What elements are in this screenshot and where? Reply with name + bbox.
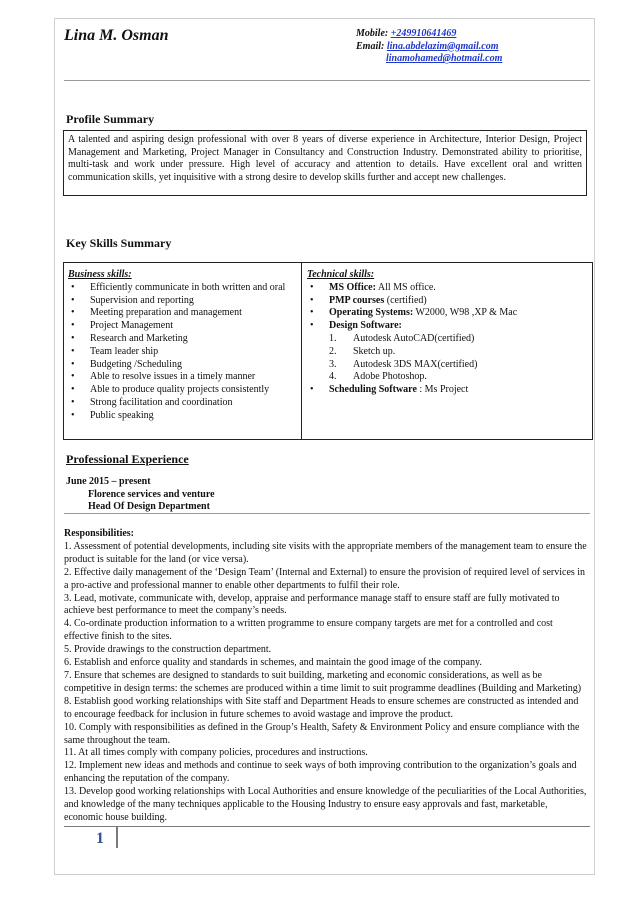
email-link-1[interactable]: lina.abdelazim@gmail.com: [386, 40, 499, 52]
skills-table: [63, 262, 593, 440]
job-date: June 2015 – present: [66, 476, 151, 487]
profile-title: Profile Summary: [66, 112, 155, 126]
profile-summary-box: A talented and aspiring design professional with over 8 years of diverse experience in Architecture, Interior Design, Project Management and Marketing, Project Manager in Consultancy and Construction Industry. Demonstrated ability to prioritise, multi-task and work under pressure. High level of accuracy and attention to details. Have excellent oral and written communication skills, yet inquisitive with a strong desire to develop skills further and accept new challenges.: [63, 130, 587, 196]
responsibility-item: 8. Establish good working relationships with Site staff and Department Heads to ensure schemes are constructed as intended and to encourage feedback for inclusion in future schemes to avoid wastage and improve the product.: [64, 695, 579, 720]
skill-value: (certified): [384, 294, 427, 306]
responsibility-item: 1. Assessment of potential developments, including site visits with the appropriate members of the management team to ensure the product is suitable for the land (or vice versa).: [64, 540, 587, 565]
mobile-label: Mobile:: [356, 28, 389, 39]
list-item: • Efficiently communicate in both written and oral: [68, 282, 297, 295]
item-text: Autodesk 3DS MAX(certified): [353, 358, 478, 370]
responsibility-item: 7. Ensure that schemes are designed to standards to suit building, marketing and economic considerations, as well as be competitive in design terms: the schemes are produced within a time limit to suit programme deadlines (Building and Marketing): [64, 669, 582, 694]
page-number: 1: [96, 830, 104, 847]
business-skills-column: [64, 263, 302, 439]
list-item: [329, 359, 588, 372]
item-text: Autodesk AutoCAD(certified): [353, 332, 475, 344]
list-item: [307, 307, 588, 320]
list-item: • Meeting preparation and management: [68, 307, 297, 320]
job-role: Head Of Design Department: [88, 501, 210, 512]
list-item: [307, 295, 588, 308]
responsibility-item: 3. Lead, motivate, communicate with, develop, appraise and performance manage staff to ensure staff are fully motivated to achieve best performance to meet the company’s needs.: [64, 592, 560, 617]
item-text: Adobe Photoshop.: [353, 371, 427, 383]
list-item: • Budgeting /Scheduling: [68, 359, 297, 372]
design-software-list: [307, 333, 588, 384]
job-divider: [64, 513, 590, 514]
list-item: [329, 346, 588, 359]
list-item: [307, 320, 588, 333]
job-company: Florence services and venture: [88, 488, 215, 500]
mobile-link[interactable]: +249910641469: [390, 28, 457, 39]
responsibility-item: 10. Comply with responsibilities as defined in the Group’s Health, Safety & Environment Policy and ensure compliance with the same throughout the team.: [64, 721, 580, 746]
footer-divider: [64, 826, 590, 827]
list-item: [329, 333, 588, 346]
skill-value: W2000, W98 ,XP & Mac: [413, 307, 518, 319]
skill-label: Operating Systems:: [329, 307, 414, 319]
page-number-bar: [116, 826, 118, 848]
candidate-name: Lina M. Osman: [64, 27, 169, 44]
skill-value: : Ms Project: [416, 384, 469, 396]
contact-block: [356, 28, 502, 66]
email-link-2[interactable]: linamohamed@hotmail.com: [386, 53, 503, 64]
list-item: • Able to produce quality projects consistently: [68, 384, 297, 397]
list-item: • Supervision and reporting: [68, 295, 297, 308]
item-number: 4.: [329, 371, 337, 383]
responsibilities-title: Responsibilities:: [64, 528, 135, 539]
list-item: [307, 282, 588, 295]
list-item: • Strong facilitation and coordination: [68, 397, 297, 410]
skill-label: Design Software:: [329, 320, 402, 332]
skill-label: MS Office:: [329, 281, 376, 293]
responsibility-item: 6. Establish and enforce quality and standards in schemes, and maintain the good image of the company.: [64, 657, 482, 669]
responsibility-item: 12. Implement new ideas and methods and continue to seek ways of both improving contribution to the organization’s goals and enhancing the reputation of the company.: [64, 760, 577, 785]
list-item: [307, 384, 588, 397]
list-item: • Team leader ship: [68, 346, 297, 359]
responsibility-item: 11. At all times comply with company policies, procedures and instructions.: [64, 747, 368, 759]
job-header: [66, 476, 215, 514]
responsibilities-block: [64, 528, 588, 825]
item-number: 2.: [329, 345, 337, 357]
list-item: [329, 371, 588, 384]
item-text: Sketch up.: [353, 345, 396, 357]
skill-label: Scheduling Software: [329, 384, 417, 396]
list-item: • Public speaking: [68, 410, 297, 423]
technical-skills-column: [302, 263, 592, 439]
technical-skills-list: [307, 282, 588, 333]
skills-title: Key Skills Summary: [66, 236, 172, 250]
skill-label: PMP courses: [329, 294, 385, 306]
experience-title: Professional Experience: [66, 452, 189, 466]
responsibility-item: 5. Provide drawings to the construction department.: [64, 644, 272, 656]
item-number: 3.: [329, 358, 337, 370]
list-item: • Able to resolve issues in a timely manner: [68, 371, 297, 384]
business-skills-list: [68, 282, 297, 423]
list-item: • Project Management: [68, 320, 297, 333]
technical-skills-list-cont: [307, 384, 588, 397]
skill-value: All MS office.: [375, 281, 436, 293]
responsibility-item: 4. Co-ordinate production information to a written programme to ensure company targets are met for a controlled and cost effective finish to the sites.: [64, 618, 553, 643]
technical-skills-title: Technical skills:: [307, 269, 375, 280]
item-number: 1.: [329, 332, 337, 344]
business-skills-title: Business skills:: [68, 269, 132, 280]
list-item: • Research and Marketing: [68, 333, 297, 346]
responsibility-item: 13. Develop good working relationships with Local Authorities and ensure knowledge of the peculiarities of the Local Authorities, and knowledge of the many techniques applicable to the Housing Industry to ensure easy approvals and fast, marketable, economic house building.: [64, 786, 587, 823]
responsibility-item: 2. Effective daily management of the ‘Design Team’ (Internal and External) to ensure the provision of required level of services in a pro-active and professional manner to enable other departments to fulfil their role.: [64, 566, 586, 591]
header-divider: [64, 80, 590, 81]
email-label: Email:: [356, 40, 385, 52]
